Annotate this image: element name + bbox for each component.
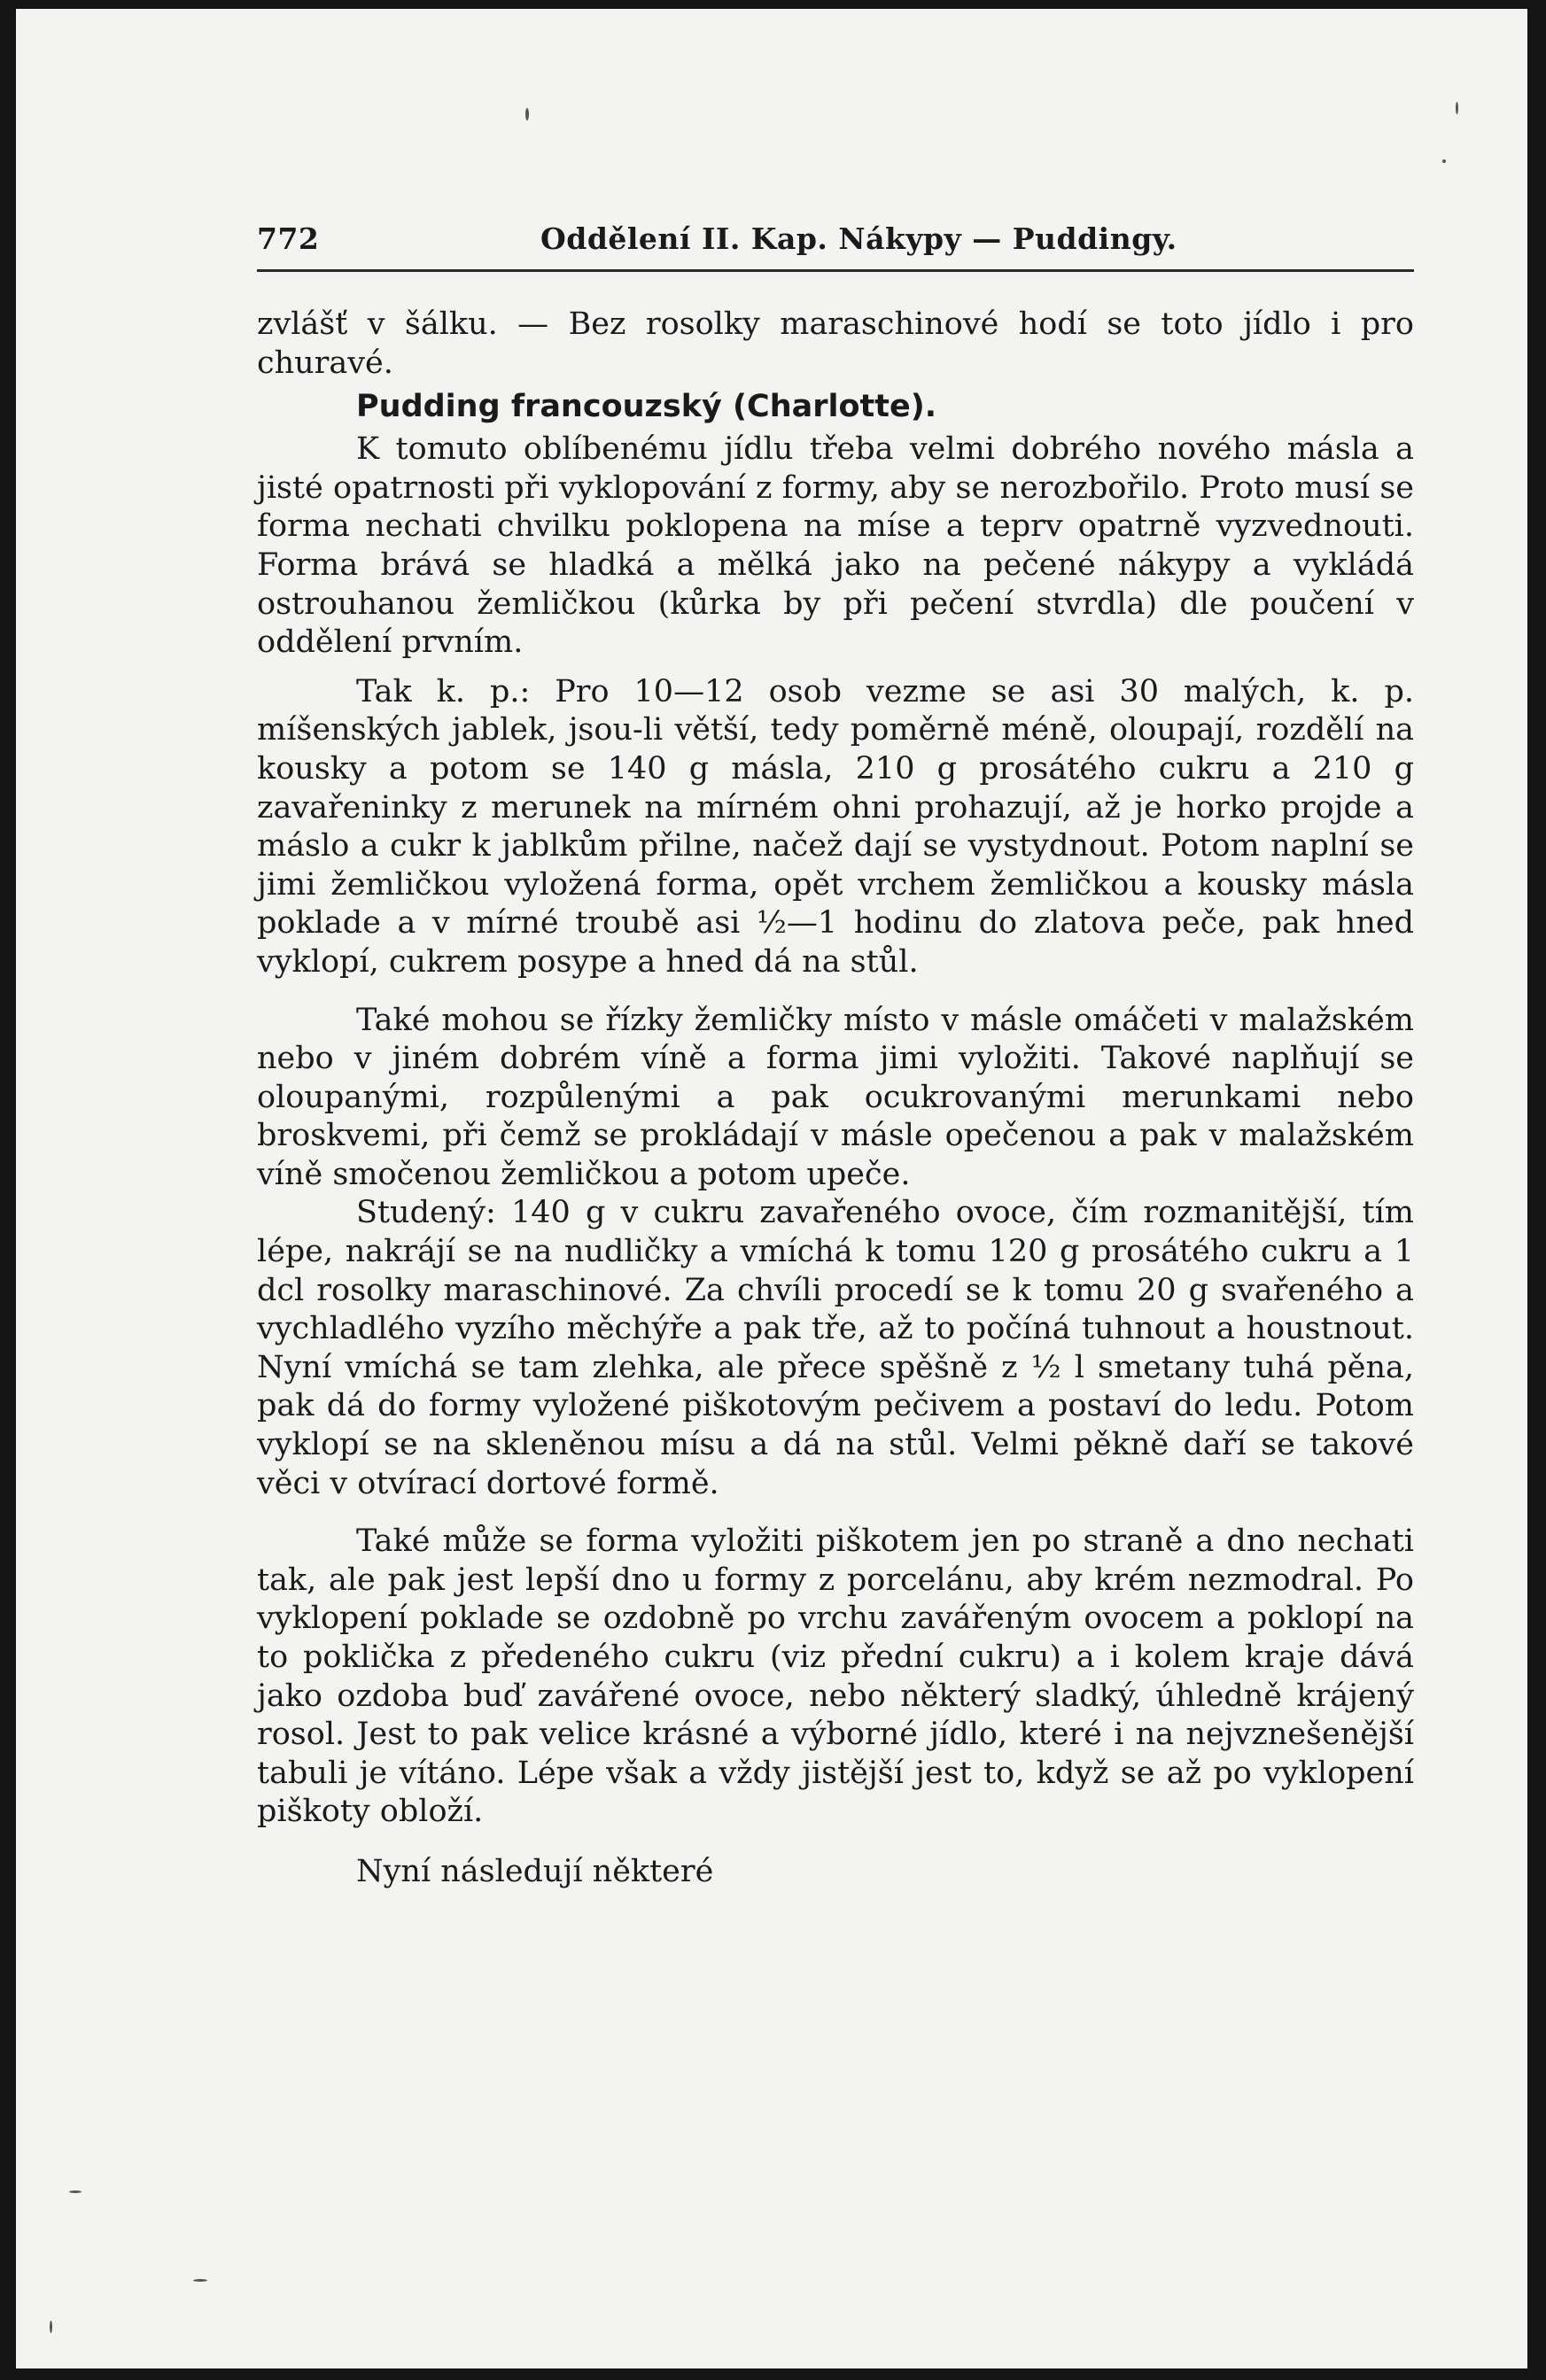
paragraph-alternative: Také může se forma vyložiti piškotem jen po straně a dno nechati tak, ale pak jest lepší dno u formy z porcelánu, aby krém nezmodral. Po vyklopení poklade se ozdobně po vrchu zavářeným ovocem a poklopí na to poklička z předeného cukru (viz přední cukru) a i kolem kraje dává jako ozdoba buď zavářené ovoce, nebo některý sladký, úhledně krájený rosol. Jest to pak velice krásné a výborné jídlo, které i na nejvznešenější tabuli je vítáno. Lépe však a vždy jistější jest to, když se až po vyklopení piškoty obloží. bbox=[257, 1523, 1414, 1830]
paragraph-variation: Také mohou se řízky žemličky místo v másle omáčeti v malažském nebo v jiném dobrém víně a forma jimi vyložiti. Takové naplňují se oloupanými, rozpůlenými a pak ocukrovanými merunkami nebo broskvemi, při čemž se prokládají v másle opečenou a pak v malažském víně smočenou žemličkou a potom upeče. bbox=[257, 1002, 1414, 1192]
paper-speck bbox=[193, 2279, 207, 2282]
paragraph-continuation: zvlášť v šálku. — Bez rosolky maraschinové hodí se toto jídlo i pro churavé. bbox=[257, 306, 1414, 381]
paper-speck bbox=[69, 2190, 82, 2193]
paper-speck bbox=[1456, 102, 1458, 114]
running-head bbox=[257, 220, 1414, 272]
section-title: Oddělení II. Kap. Nákypy — Puddingy. bbox=[540, 221, 1177, 256]
book-page bbox=[16, 9, 1527, 2368]
page-number: 772 bbox=[257, 221, 320, 256]
paragraph-closing: Nyní následují některé bbox=[356, 1853, 714, 1889]
paragraph-cold: Studený: 140 g v cukru zavařeného ovoce, čím rozmanitější, tím lépe, nakrájí se na nudličky a vmíchá k tomu 120 g prosátého cukru a 1 dcl rosolky maraschinové. Za chvíli procedí se k tomu 20 g svařeného a vychladlého vyzího měchýře a pak tře, až to počíná tuhnout a houstnout. Nyní vmíchá se tam zlehka, ale přece spěšně z ½ l smetany tuhá pěna, pak dá do formy vyložené piškotovým pečivem a postaví do ledu. Potom vyklopí se na skleněnou mísu a dá na stůl. Velmi pěkně daří se takové věci v otvírací dortové formě. bbox=[257, 1195, 1414, 1501]
paragraph-recipe: Tak k. p.: Pro 10—12 osob vezme se asi 30 malých, k. p. míšenských jablek, jsou-li větší, tedy poměrně méně, oloupají, rozdělí na kousky a potom se 140 g másla, 210 g prosátého cukru a 210 g zavařeninky z merunek na mírném ohni prohazují, až je horko projde a máslo a cukr k jablkům přilne, načež dají se vystydnout. Potom naplní se jimi žemličkou vyložená forma, opět vrchem žemličkou a kousky másla poklade a v mírné troubě asi ½—1 hodinu do zlatova peče, pak hned vyklopí, cukrem posype a hned dá na stůl. bbox=[257, 673, 1414, 980]
paper-speck bbox=[525, 108, 529, 120]
body-text bbox=[257, 306, 1414, 1892]
paper-speck bbox=[50, 2321, 52, 2333]
page-content bbox=[257, 220, 1414, 1892]
paper-speck bbox=[1442, 159, 1446, 163]
paragraph-intro: K tomuto oblíbenému jídlu třeba velmi dobrého nového másla a jisté opatrnosti při vyklopování z formy, aby se nerozbořilo. Proto musí se forma nechati chvilku poklopena na míse a teprv opatrně vyzvednouti. Forma brává se hladká a mělká jako na pečené nákypy a vykládá ostrouhanou žemličkou (kůrka by při pečení stvrdla) dle poučení v oddělení prvním. bbox=[257, 431, 1414, 661]
recipe-heading: Pudding francouzský (Charlotte). bbox=[356, 389, 937, 425]
